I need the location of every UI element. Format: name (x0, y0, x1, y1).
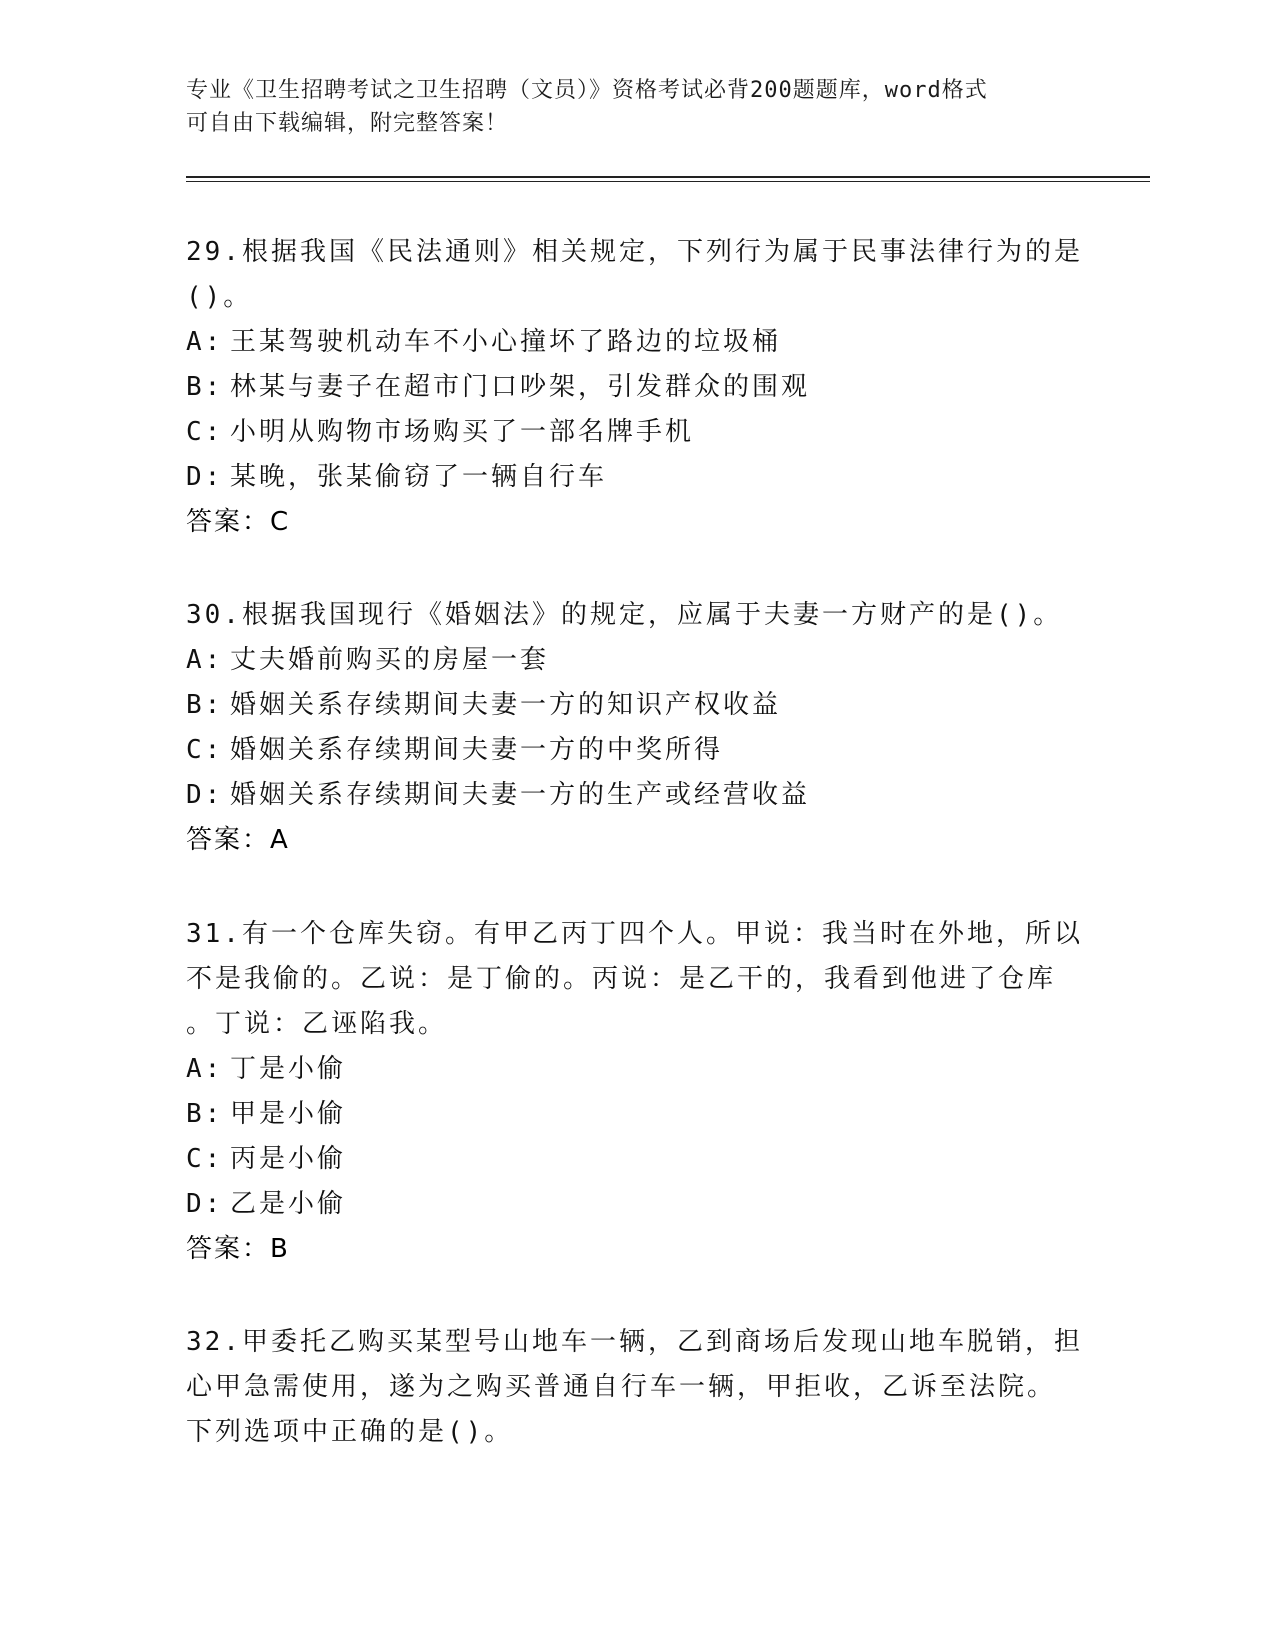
header-line-1: 专业《卫生招聘考试之卫生招聘（文员）》资格考试必背200题题库，word格式 (186, 78, 988, 103)
answer-line: 答案：B (186, 1234, 290, 1264)
option-key: B: (186, 372, 224, 402)
question-text-line: 30.根据我国现行《婚姻法》的规定，应属于夫妻一方财产的是()。 (186, 600, 1063, 630)
option-key: D: (186, 1189, 224, 1219)
option-key: C: (186, 1144, 224, 1174)
option-text: 丈夫婚前购买的房屋一套 (230, 645, 550, 675)
question-text-line: 29.根据我国《民法通则》相关规定，下列行为属于民事法律行为的是 (186, 237, 1083, 267)
question-32 (186, 1320, 1086, 1455)
option-text: 小明从购物市场购买了一部名牌手机 (230, 417, 695, 447)
option-text: 丁是小偷 (230, 1054, 347, 1084)
question-text-line: 不是我偷的。乙说：是丁偷的。丙说：是乙干的，我看到他进了仓库 (186, 964, 1057, 994)
document-header (186, 74, 1086, 140)
header-divider-thick (186, 176, 1150, 178)
header-line-2: 可自由下载编辑，附完整答案！ (186, 111, 509, 136)
option-key: B: (186, 1099, 224, 1129)
option-key: C: (186, 735, 224, 765)
question-30 (186, 593, 1086, 863)
question-29 (186, 230, 1086, 545)
option-key: A: (186, 645, 224, 675)
option-a (186, 320, 1086, 365)
option-key: B: (186, 690, 224, 720)
option-d (186, 1182, 1086, 1227)
option-b (186, 683, 1086, 728)
option-c (186, 728, 1086, 773)
header-divider-thin (186, 181, 1150, 182)
answer-line: 答案：C (186, 507, 291, 537)
question-text-line: 心甲急需使用，遂为之购买普通自行车一辆，甲拒收，乙诉至法院。 (186, 1372, 1057, 1402)
option-a (186, 638, 1086, 683)
option-text: 乙是小偷 (230, 1189, 347, 1219)
option-b (186, 365, 1086, 410)
answer-line: 答案：A (186, 825, 290, 855)
question-text-line: 下列选项中正确的是()。 (186, 1417, 514, 1447)
option-c (186, 410, 1086, 455)
question-text-line: 32.甲委托乙购买某型号山地车一辆，乙到商场后发现山地车脱销，担 (186, 1327, 1083, 1357)
option-key: A: (186, 327, 224, 357)
option-d (186, 455, 1086, 500)
option-b (186, 1092, 1086, 1137)
option-text: 林某与妻子在超市门口吵架，引发群众的围观 (230, 372, 811, 402)
question-31 (186, 912, 1086, 1272)
question-text-line: ()。 (186, 282, 253, 312)
option-d (186, 773, 1086, 818)
option-c (186, 1137, 1086, 1182)
option-key: D: (186, 462, 224, 492)
option-text: 甲是小偷 (230, 1099, 347, 1129)
question-text-line: 。丁说：乙诬陷我。 (186, 1009, 448, 1039)
option-key: D: (186, 780, 224, 810)
option-text: 某晚，张某偷窃了一辆自行车 (230, 462, 608, 492)
option-key: C: (186, 417, 224, 447)
option-text: 丙是小偷 (230, 1144, 347, 1174)
question-text-line: 31.有一个仓库失窃。有甲乙丙丁四个人。甲说：我当时在外地，所以 (186, 919, 1083, 949)
option-text: 婚姻关系存续期间夫妻一方的知识产权收益 (230, 690, 782, 720)
option-a (186, 1047, 1086, 1092)
option-text: 婚姻关系存续期间夫妻一方的中奖所得 (230, 735, 724, 765)
option-key: A: (186, 1054, 224, 1084)
option-text: 王某驾驶机动车不小心撞坏了路边的垃圾桶 (230, 327, 782, 357)
option-text: 婚姻关系存续期间夫妻一方的生产或经营收益 (230, 780, 811, 810)
